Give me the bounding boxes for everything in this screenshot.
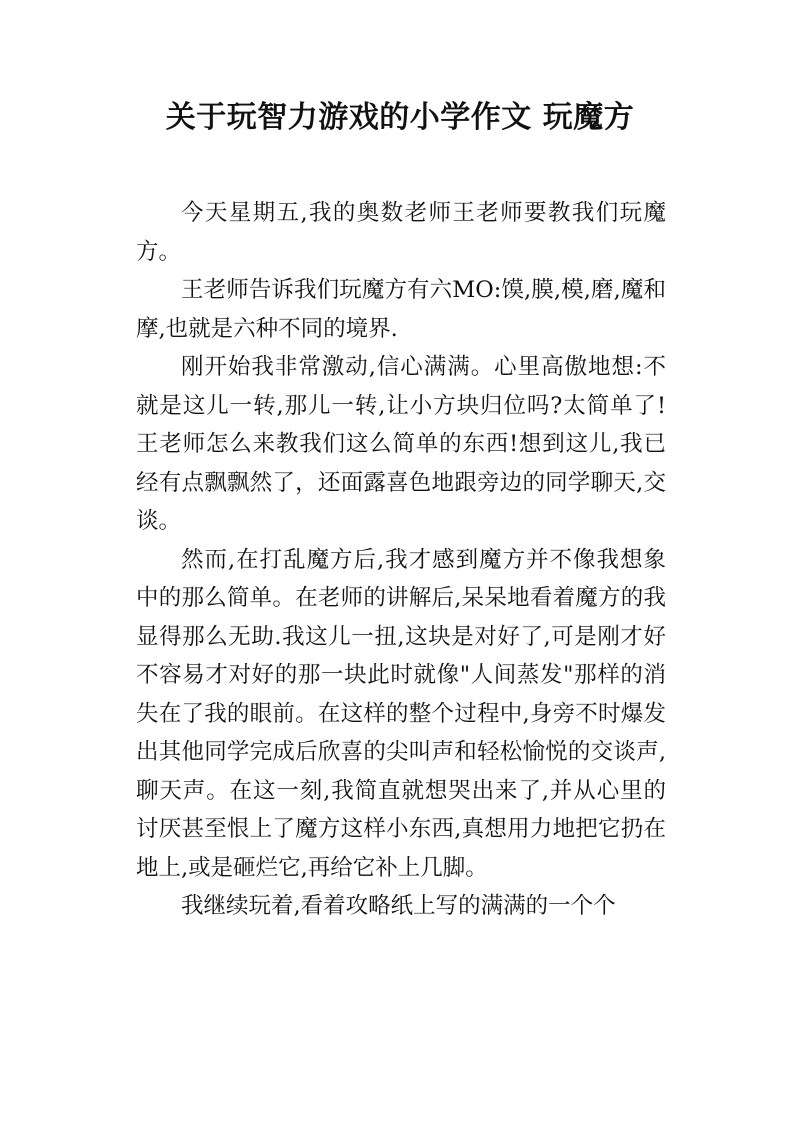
- document-title: 关于玩智力游戏的小学作文 玩魔方: [165, 100, 635, 135]
- paragraph-3: 刚开始我非常激动,信心满满。心里高傲地想:不就是这儿一转,那儿一转,让小方块归位吗?太简单了!王老师怎么来教我们这么简单的东西!想到这儿,我已经有点飘飘然了，还面露喜色地跟旁边的同学聊天,交谈。: [136, 354, 666, 534]
- paragraph-1: 今天星期五,我的奥数老师王老师要教我们玩魔方。: [136, 200, 666, 265]
- document-body: [136, 194, 666, 926]
- paragraph-5: 我继续玩着,看着攻略纸上写的满满的一个个: [181, 893, 616, 919]
- paragraph-2: 王老师告诉我们玩魔方有六MO:馍,膜,模,磨,魔和摩,也就是六种不同的境界.: [136, 277, 666, 342]
- paragraph-4: 然而,在打乱魔方后,我才感到魔方并不像我想象中的那么简单。在老师的讲解后,呆呆地看着魔方的我显得那么无助.我这儿一扭,这块是对好了,可是刚才好不容易才对好的那一块此时就像"人间蒸发"那样的消失在了我的眼前。在这样的整个过程中,身旁不时爆发出其他同学完成后欣喜的尖叫声和轻松愉悦的交谈声,聊天声。在这一刻,我简直就想哭出来了,并从心里的讨厌甚至恨上了魔方这样小东西,真想用力地把它扔在地上,或是砸烂它,再给它补上几脚。: [136, 546, 666, 881]
